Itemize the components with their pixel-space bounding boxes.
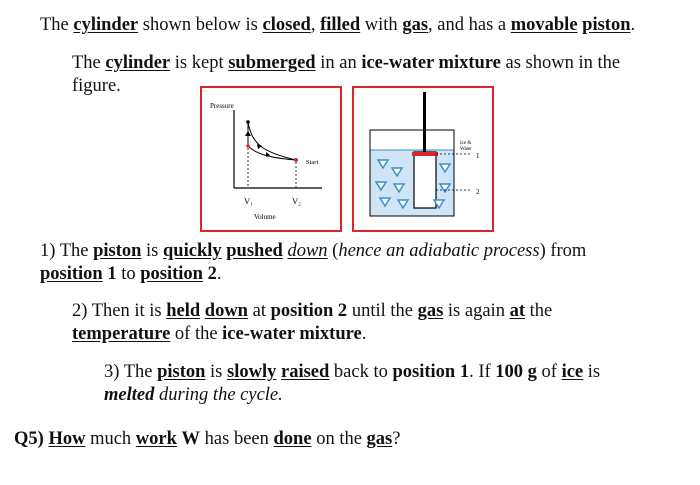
- step-3-line-2: melted during the cycle.: [104, 385, 283, 405]
- position-2-label: 2: [476, 188, 480, 196]
- position-1-label: 1: [476, 152, 480, 160]
- start-point: [294, 158, 298, 162]
- step-2-line-1: 2) Then it is held down at position 2 until the gas is again at the: [72, 301, 553, 321]
- cylinder-figure: [352, 86, 494, 232]
- v2-label: V₂: [292, 196, 302, 206]
- question-5: Q5) How much work W has been done on the gas?: [14, 429, 401, 449]
- piston: [412, 152, 438, 156]
- intro-line-2: The cylinder is kept submerged in an ice-water mixture as shown in the: [72, 53, 621, 73]
- start-label: Start: [306, 159, 319, 166]
- gas-cylinder: [414, 152, 436, 208]
- ice-water-label-1: Ice &: [460, 141, 472, 146]
- step-1-line-2: position 1 to position 2.: [40, 264, 222, 284]
- piston-rod: [423, 92, 426, 152]
- intro-line-3: figure.: [72, 76, 121, 96]
- state-point-top: [246, 120, 250, 124]
- v1-label: V₁: [244, 196, 254, 206]
- step-3-line-1: 3) The piston is slowly raised back to position 1. If 100 g of ice is: [104, 362, 601, 382]
- state-point-left: [246, 144, 250, 148]
- intro-line-1: The cylinder shown below is closed, filled with gas, and has a movable piston.: [40, 15, 636, 35]
- pv-diagram: [200, 86, 342, 232]
- step-1-line-1: 1) The piston is quickly pushed down (hence an adiabatic process) from: [40, 241, 587, 261]
- ice-water-label-2: Water: [460, 147, 472, 152]
- step-2-line-2: temperature of the ice-water mixture.: [72, 324, 367, 344]
- volume-axis-label: Volume: [254, 213, 276, 221]
- pressure-axis-label: Pressure: [210, 102, 234, 110]
